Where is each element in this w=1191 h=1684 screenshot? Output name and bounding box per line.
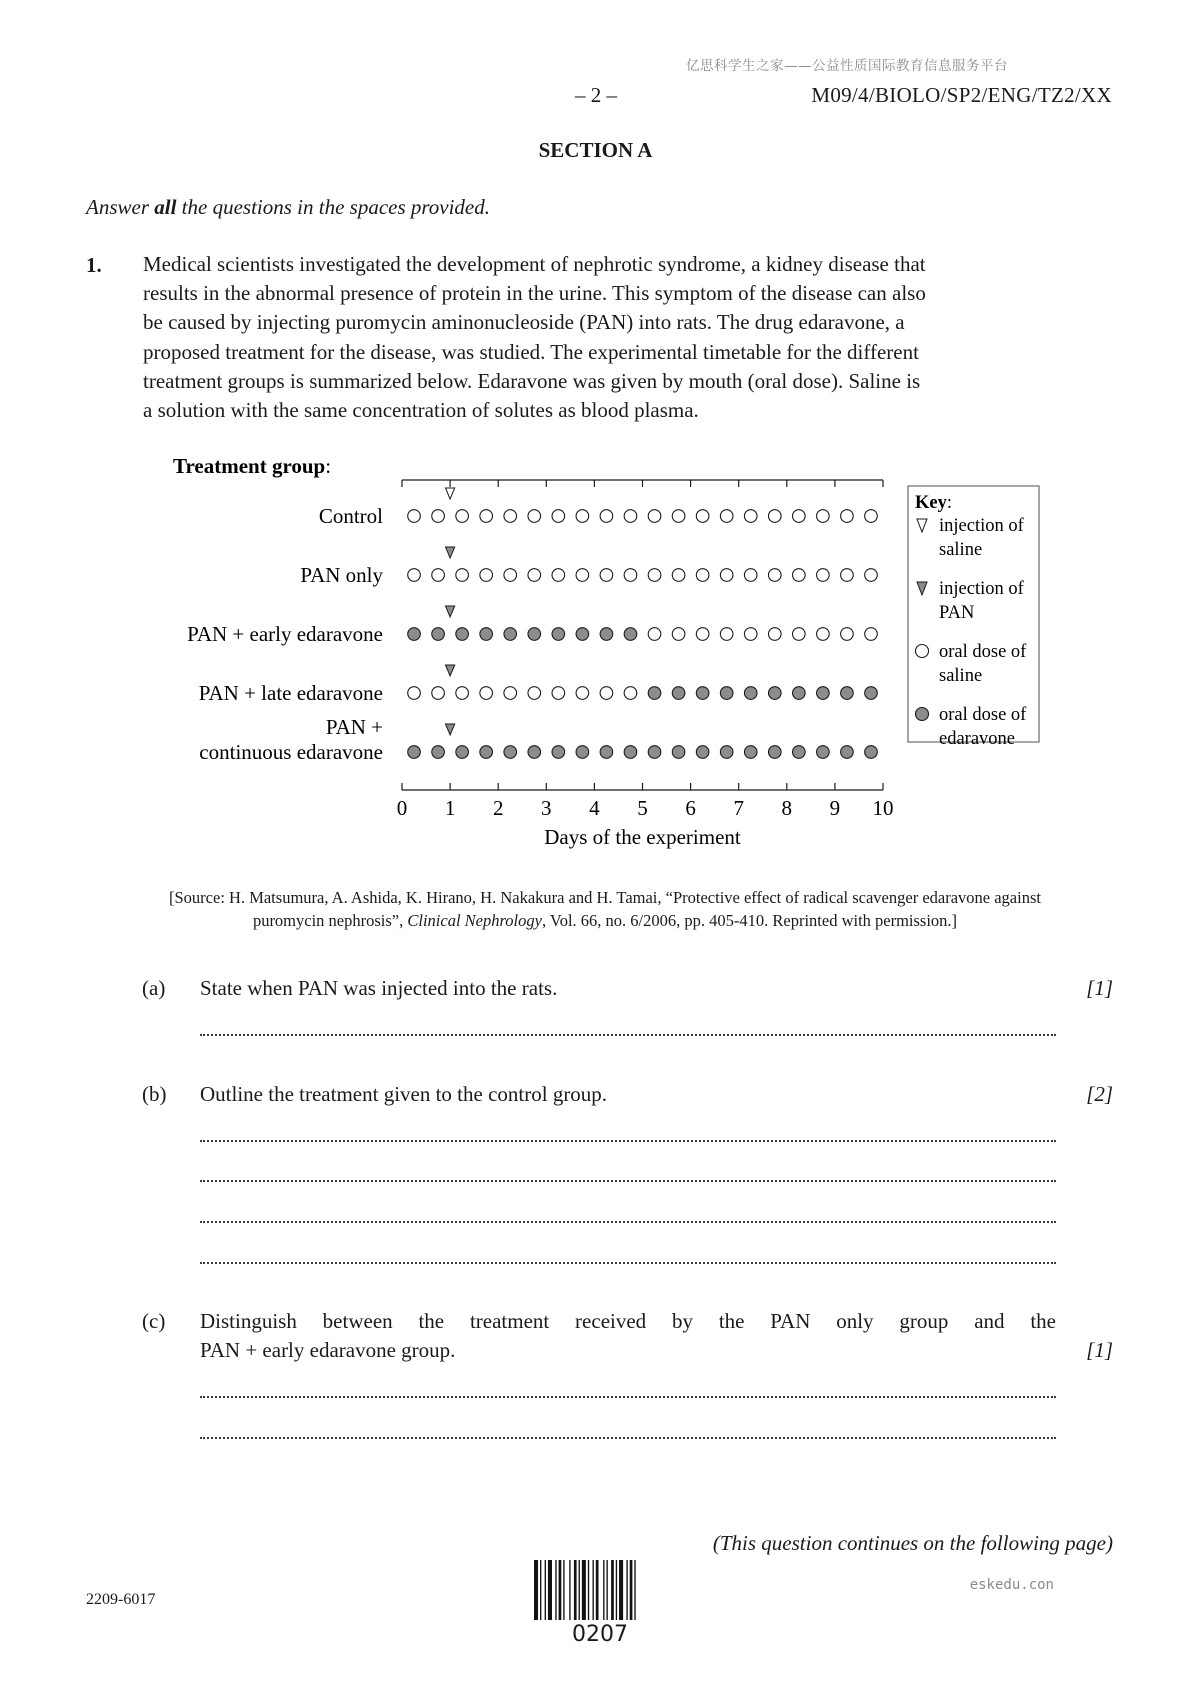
edaravone-dose-marker: [408, 746, 421, 759]
paper-code: M09/4/BIOLO/SP2/ENG/TZ2/XX: [811, 83, 1112, 107]
barcode-number: 0207: [572, 1622, 628, 1647]
saline-dose-marker: [817, 510, 830, 523]
footer-watermark: eskedu.con: [969, 1577, 1054, 1593]
edaravone-dose-marker: [504, 746, 517, 759]
saline-dose-marker: [648, 628, 661, 641]
x-tick-label: 8: [781, 796, 793, 820]
key-title-suffix: :: [946, 493, 952, 513]
edaravone-dose-marker: [865, 746, 878, 759]
saline-dose-marker: [552, 687, 565, 700]
edaravone-dose-marker: [744, 687, 757, 700]
key-item-label: saline: [939, 540, 983, 560]
page-number: – 2 –: [575, 83, 617, 107]
question-line: proposed treatment for the disease, was studied. The experimental timetable for the different: [143, 339, 919, 364]
saline-dose-marker: [432, 687, 445, 700]
saline-dose-marker: [600, 510, 613, 523]
x-tick-label: 9: [829, 796, 841, 820]
x-tick-label: 1: [444, 796, 456, 820]
saline-dose-marker: [672, 628, 685, 641]
barcode-bar: [545, 1560, 546, 1620]
chart-title: [173, 454, 331, 478]
saline-dose-marker: [817, 628, 830, 641]
barcode-bar: [563, 1560, 564, 1620]
barcode-bar: [559, 1560, 562, 1620]
key-item-label: edaravone: [939, 729, 1016, 749]
edaravone-dose-marker: [552, 746, 565, 759]
edaravone-dose-marker: [552, 628, 565, 641]
saline-dose-marker: [648, 569, 661, 582]
edaravone-dose-marker: [480, 746, 493, 759]
barcode-bar: [588, 1560, 589, 1620]
saline-dose-marker: [480, 569, 493, 582]
edaravone-dose-marker: [576, 746, 589, 759]
edaravone-dose-marker: [768, 746, 781, 759]
edaravone-dose-marker: [600, 628, 613, 641]
barcode-bar: [548, 1560, 552, 1620]
instruction-bold: all: [154, 195, 177, 219]
saline-dose-marker: [672, 510, 685, 523]
edaravone-dose-marker: [648, 746, 661, 759]
saline-dose-marker: [456, 687, 469, 700]
edaravone-dose-marker: [696, 687, 709, 700]
chart-title-suffix: :: [325, 454, 332, 478]
edaravone-dose-marker: [648, 687, 661, 700]
subquestion-a-label: (a): [142, 976, 166, 1000]
subquestion-c-label: (c): [142, 1309, 166, 1333]
edaravone-dose-marker: [480, 628, 493, 641]
saline-dose-marker: [768, 510, 781, 523]
saline-dose-marker: [408, 510, 421, 523]
edaravone-dose-marker: [696, 746, 709, 759]
saline-dose-marker: [600, 687, 613, 700]
edaravone-dose-marker: [720, 746, 733, 759]
treatment-timeline-chart: [140, 455, 1060, 860]
barcode-bar: [603, 1560, 604, 1620]
saline-dose-marker: [841, 569, 854, 582]
source-line-2-post: , Vol. 66, no. 6/2006, pp. 405-410. Reprinted with permission.]: [541, 911, 958, 930]
edaravone-dose-marker: [432, 746, 445, 759]
source-citation: [100, 886, 1110, 932]
group-label: PAN + early edaravone: [187, 622, 383, 646]
subquestion-b-marks: [2]: [1086, 1082, 1113, 1106]
edaravone-dose-marker: [793, 687, 806, 700]
saline-dose-marker: [841, 510, 854, 523]
saline-dose-marker: [865, 569, 878, 582]
barcode-bar: [593, 1560, 594, 1620]
footer-code: 2209-6017: [86, 1591, 156, 1608]
barcode-bar: [540, 1560, 541, 1620]
saline-dose-key-icon: [916, 645, 929, 658]
subquestion-c-text-line-1: Distinguish between the treatment received by the PAN only group and the: [200, 1309, 1056, 1333]
saline-dose-marker: [528, 687, 541, 700]
subquestion-b-label: (b): [142, 1082, 167, 1106]
question-number: 1.: [86, 253, 102, 277]
saline-dose-marker: [456, 510, 469, 523]
x-tick-label: 4: [589, 796, 600, 820]
answer-line-b-3[interactable]: [200, 1217, 1056, 1223]
question-line: Medical scientists investigated the development of nephrotic syndrome, a kidney disease that: [143, 252, 926, 276]
key-title: [915, 493, 952, 513]
x-tick-label: 0: [396, 796, 408, 820]
saline-dose-marker: [576, 510, 589, 523]
edaravone-dose-marker: [720, 687, 733, 700]
saline-dose-marker: [504, 687, 517, 700]
key-item-label: PAN: [939, 603, 975, 623]
saline-dose-marker: [576, 569, 589, 582]
x-tick-label: 3: [541, 796, 552, 820]
saline-dose-marker: [793, 569, 806, 582]
source-line-2-pre: puromycin nephrosis”,: [252, 911, 408, 930]
saline-dose-marker: [528, 510, 541, 523]
x-tick-label: 6: [685, 796, 696, 820]
key-item-label: oral dose of: [939, 642, 1027, 662]
subquestion-c-marks: [1]: [1086, 1338, 1113, 1362]
group-label: continuous edaravone: [199, 740, 383, 764]
barcode-bar: [569, 1560, 570, 1620]
edaravone-dose-marker: [672, 687, 685, 700]
barcode-bar: [619, 1560, 623, 1620]
group-label: PAN +: [325, 715, 383, 739]
edaravone-dose-marker: [841, 687, 854, 700]
saline-dose-marker: [600, 569, 613, 582]
question-line: treatment groups is summarized below. Edaravone was given by mouth (oral dose). Saline is: [143, 368, 921, 393]
saline-dose-marker: [768, 628, 781, 641]
pan-injection-marker: [446, 606, 455, 617]
subquestion-a-marks: [1]: [1086, 976, 1113, 1000]
chart-title-bold: Treatment group: [173, 454, 326, 478]
key-item-label: injection of: [939, 579, 1024, 599]
question-text: [143, 250, 1056, 425]
section-title: SECTION A: [538, 138, 653, 162]
barcode-bar: [616, 1560, 617, 1620]
answer-line-c-1[interactable]: [200, 1392, 1056, 1398]
saline-dose-marker: [624, 510, 637, 523]
saline-dose-marker: [432, 510, 445, 523]
saline-dose-marker: [648, 510, 661, 523]
pan-injection-marker: [446, 547, 455, 558]
barcode-bar: [611, 1560, 614, 1620]
pan-injection-marker: [446, 724, 455, 735]
saline-dose-marker: [456, 569, 469, 582]
saline-dose-marker: [696, 510, 709, 523]
question-line: be caused by injecting puromycin aminonucleoside (PAN) into rats. The drug edaravone, a: [143, 310, 905, 335]
saline-dose-marker: [696, 569, 709, 582]
saline-dose-marker: [528, 569, 541, 582]
barcode: [534, 1560, 666, 1625]
saline-dose-marker: [480, 510, 493, 523]
key-item-label: injection of: [939, 516, 1024, 536]
source-line-2: [100, 909, 1110, 932]
saline-dose-marker: [552, 569, 565, 582]
saline-dose-marker: [408, 569, 421, 582]
chart-svg: [140, 455, 1060, 855]
saline-dose-marker: [744, 510, 757, 523]
barcode-bar: [534, 1560, 538, 1620]
edaravone-dose-marker: [576, 628, 589, 641]
instruction-before: Answer: [86, 195, 155, 219]
edaravone-dose-marker: [865, 687, 878, 700]
answer-line-b-2[interactable]: [200, 1176, 1056, 1182]
saline-dose-marker: [552, 510, 565, 523]
x-tick-label: 5: [637, 796, 648, 820]
saline-dose-marker: [720, 628, 733, 641]
key-item-label: oral dose of: [939, 705, 1027, 725]
saline-dose-marker: [865, 510, 878, 523]
key-title-bold: Key: [915, 493, 947, 513]
subquestion-b-text: Outline the treatment given to the control group.: [200, 1082, 608, 1106]
key-item-label: saline: [939, 666, 983, 686]
edaravone-dose-marker: [528, 628, 541, 641]
header-watermark: 亿思科学生之家——公益性质国际教育信息服务平台: [686, 58, 1008, 74]
saline-dose-marker: [720, 569, 733, 582]
edaravone-dose-marker: [624, 746, 637, 759]
edaravone-dose-marker: [817, 687, 830, 700]
barcode-bar: [596, 1560, 599, 1620]
saline-dose-marker: [480, 687, 493, 700]
barcode-bar: [626, 1560, 627, 1620]
saline-injection-marker: [446, 488, 455, 499]
source-journal: Clinical Nephrology: [407, 911, 542, 930]
x-tick-label: 10: [872, 796, 894, 820]
edaravone-dose-marker: [744, 746, 757, 759]
x-tick-label: 7: [733, 796, 744, 820]
edaravone-dose-marker: [817, 746, 830, 759]
edaravone-dose-marker: [528, 746, 541, 759]
edaravone-dose-marker: [841, 746, 854, 759]
answer-line-b-4[interactable]: [200, 1258, 1056, 1264]
saline-dose-marker: [865, 628, 878, 641]
edaravone-dose-marker: [672, 746, 685, 759]
barcode-bar: [582, 1560, 586, 1620]
instruction-after: the questions in the spaces provided.: [176, 195, 491, 219]
x-tick-label: 2: [492, 796, 504, 820]
saline-dose-marker: [793, 628, 806, 641]
answer-line-c-2[interactable]: [200, 1433, 1056, 1439]
saline-dose-marker: [793, 510, 806, 523]
edaravone-dose-marker: [768, 687, 781, 700]
edaravone-dose-key-icon: [916, 708, 929, 721]
group-label: PAN only: [300, 563, 383, 587]
edaravone-dose-marker: [600, 746, 613, 759]
answer-line-a-1[interactable]: [200, 1030, 1056, 1036]
barcode-bar: [579, 1560, 580, 1620]
barcode-graphic: [534, 1560, 666, 1620]
barcode-bar: [634, 1560, 635, 1620]
edaravone-dose-marker: [432, 628, 445, 641]
question-line: a solution with the same concentration of solutes as blood plasma.: [143, 398, 699, 423]
saline-dose-marker: [817, 569, 830, 582]
subquestion-c-text-line-2: PAN + early edaravone group.: [200, 1338, 456, 1362]
instruction: [86, 195, 490, 220]
edaravone-dose-marker: [504, 628, 517, 641]
saline-dose-marker: [841, 628, 854, 641]
edaravone-dose-marker: [793, 746, 806, 759]
x-axis-label: Days of the experiment: [544, 825, 741, 849]
saline-dose-marker: [744, 569, 757, 582]
group-label: Control: [318, 504, 383, 528]
edaravone-dose-marker: [456, 628, 469, 641]
edaravone-dose-marker: [456, 746, 469, 759]
saline-dose-marker: [504, 569, 517, 582]
saline-dose-marker: [768, 569, 781, 582]
saline-dose-marker: [432, 569, 445, 582]
edaravone-dose-marker: [408, 628, 421, 641]
saline-dose-marker: [744, 628, 757, 641]
barcode-bar: [630, 1560, 633, 1620]
pan-injection-marker: [446, 665, 455, 676]
saline-dose-marker: [720, 510, 733, 523]
question-line: results in the abnormal presence of protein in the urine. This symptom of the disease can also: [143, 281, 926, 306]
barcode-bar: [555, 1560, 556, 1620]
barcode-bar: [574, 1560, 577, 1620]
group-label: PAN + late edaravone: [198, 681, 383, 705]
saline-dose-marker: [624, 687, 637, 700]
barcode-bar: [606, 1560, 607, 1620]
saline-dose-marker: [408, 687, 421, 700]
answer-line-b-1[interactable]: [200, 1136, 1056, 1142]
saline-dose-marker: [624, 569, 637, 582]
subquestion-a-text: State when PAN was injected into the rats.: [200, 976, 558, 1000]
saline-dose-marker: [696, 628, 709, 641]
source-line-1: [Source: H. Matsumura, A. Ashida, K. Hirano, H. Nakakura and H. Tamai, “Protective effect of radical scavenger edaravone against: [169, 888, 1041, 907]
edaravone-dose-marker: [624, 628, 637, 641]
saline-dose-marker: [672, 569, 685, 582]
saline-dose-marker: [504, 510, 517, 523]
saline-dose-marker: [576, 687, 589, 700]
continues-note: (This question continues on the following page): [712, 1531, 1113, 1555]
